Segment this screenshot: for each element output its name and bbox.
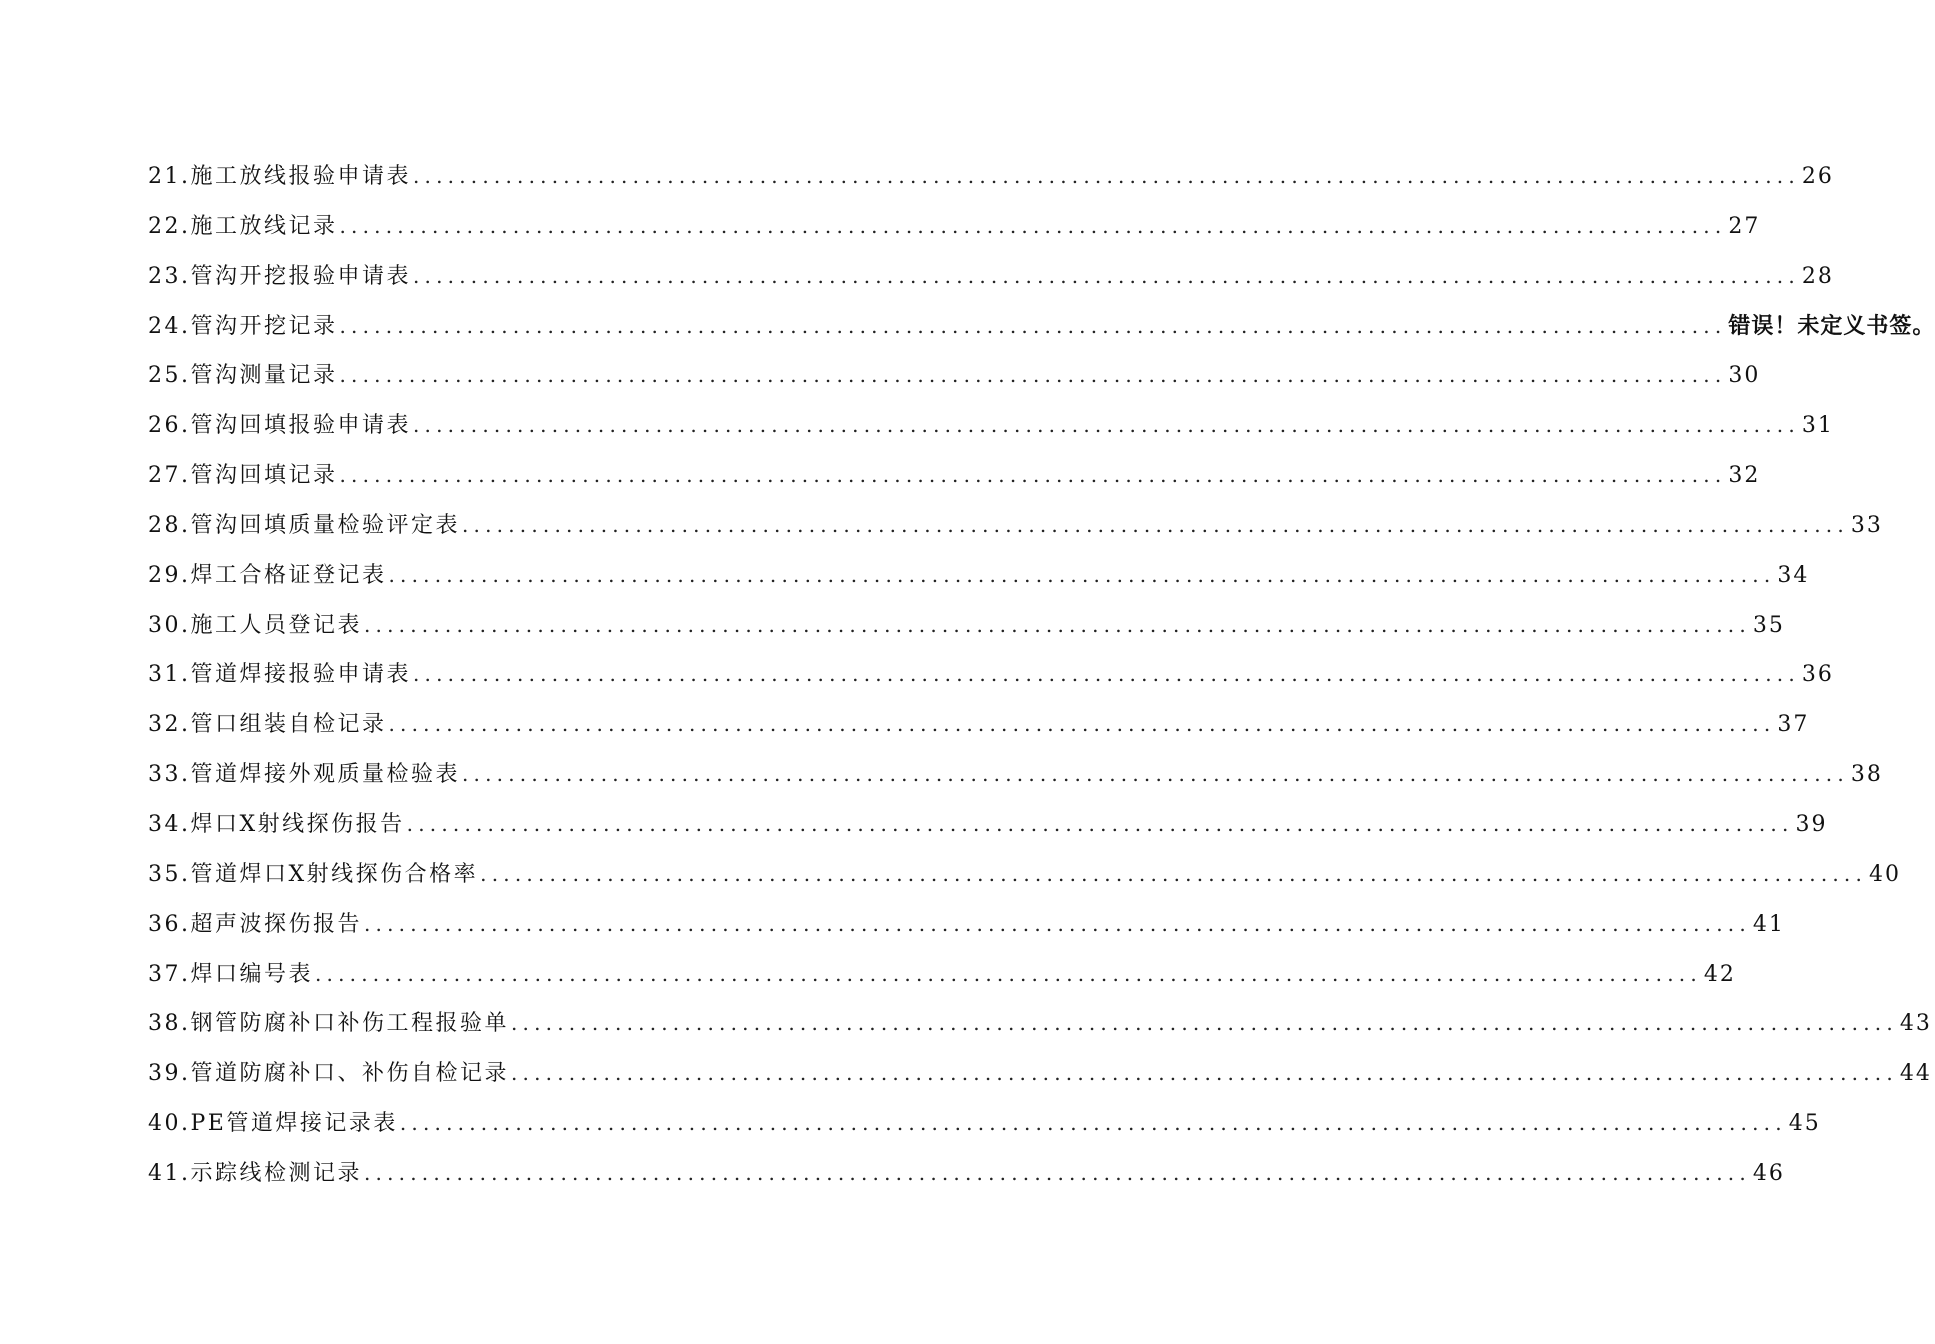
toc-dot-leader: ........................................................................................................................ xyxy=(413,413,1800,438)
toc-dot-leader: ........................................................................................................................ xyxy=(462,762,1849,787)
toc-entry-title: 39.管道防腐补口、补伤自检记录 xyxy=(148,1061,509,1087)
toc-entry-page-number: 28 xyxy=(1801,263,1834,289)
toc-entry[interactable] xyxy=(148,999,1932,1049)
toc-entry[interactable] xyxy=(148,601,1785,651)
toc-dot-leader: ........................................................................................................................ xyxy=(364,911,1751,936)
toc-entry[interactable] xyxy=(148,202,1761,252)
toc-entry-title: 31.管道焊接报验申请表 xyxy=(148,662,411,688)
toc-entry[interactable] xyxy=(148,650,1834,700)
toc-entry-title: 22.施工放线记录 xyxy=(148,213,338,239)
toc-entry-error-text: 错误！未定义书签。 xyxy=(1728,313,1935,339)
toc-entry-page-number: 37 xyxy=(1777,712,1810,738)
toc-entry[interactable] xyxy=(148,700,1810,750)
toc-entry-page-number: 27 xyxy=(1728,213,1761,239)
toc-entry-title: 29.焊工合格证登记表 xyxy=(148,562,387,588)
toc-entry-page-number: 43 xyxy=(1899,1011,1932,1037)
toc-entry-page-number: 38 xyxy=(1850,762,1883,788)
toc-dot-leader: ........................................................................................................................ xyxy=(339,363,1727,388)
toc-entry-title: 23.管沟开挖报验申请表 xyxy=(148,263,411,289)
toc-entry-page-number: 33 xyxy=(1850,512,1883,538)
toc-entry[interactable] xyxy=(148,800,1828,850)
toc-entry-page-number: 44 xyxy=(1899,1061,1932,1087)
toc-entry-title: 40.PE管道焊接记录表 xyxy=(148,1111,398,1137)
toc-dot-leader: ........................................................................................................................ xyxy=(388,562,1776,587)
toc-dot-leader: ........................................................................................................................ xyxy=(511,1011,1898,1036)
toc-dot-leader: ........................................................................................................................ xyxy=(413,662,1800,687)
toc-entry[interactable] xyxy=(148,950,1736,1000)
toc-entry-title: 27.管沟回填记录 xyxy=(148,463,338,489)
toc-entry-title: 26.管沟回填报验申请表 xyxy=(148,413,411,439)
toc-dot-leader: ........................................................................................................................ xyxy=(480,861,1868,886)
toc-dot-leader: ........................................................................................................................ xyxy=(339,313,1727,338)
toc-entry[interactable] xyxy=(148,551,1810,601)
toc-entry[interactable] xyxy=(148,252,1834,302)
toc-entry[interactable] xyxy=(148,750,1883,800)
toc-entry-title: 24.管沟开挖记录 xyxy=(148,313,338,339)
toc-entry-page-number: 45 xyxy=(1788,1111,1821,1137)
toc-dot-leader: ........................................................................................................................ xyxy=(399,1111,1787,1136)
toc-entry-page-number: 35 xyxy=(1752,612,1785,638)
toc-entry[interactable] xyxy=(148,1149,1785,1199)
toc-entry-title: 35.管道焊口X射线探伤合格率 xyxy=(148,861,479,887)
toc-entry-title: 28.管沟回填质量检验评定表 xyxy=(148,512,460,538)
toc-entry[interactable] xyxy=(148,302,1935,352)
toc-entry[interactable] xyxy=(148,401,1834,451)
toc-entry-title: 32.管口组装自检记录 xyxy=(148,712,387,738)
toc-entry-page-number: 40 xyxy=(1869,861,1902,887)
toc-entry-page-number: 42 xyxy=(1703,961,1736,987)
toc-dot-leader: ........................................................................................................................ xyxy=(406,811,1794,836)
toc-entry-page-number: 31 xyxy=(1801,413,1834,439)
toc-dot-leader: ........................................................................................................................ xyxy=(388,712,1776,737)
toc-entry-title: 36.超声波探伤报告 xyxy=(148,911,362,937)
toc-entry[interactable] xyxy=(148,501,1883,551)
toc-entry-title: 34.焊口X射线探伤报告 xyxy=(148,811,405,837)
toc-entry-title: 33.管道焊接外观质量检验表 xyxy=(148,762,460,788)
toc-entry[interactable] xyxy=(148,451,1761,501)
toc-entry-page-number: 30 xyxy=(1728,363,1761,389)
toc-entry-title: 21.施工放线报验申请表 xyxy=(148,164,411,189)
toc-dot-leader: ........................................................................................................................ xyxy=(339,463,1727,488)
toc-entry-page-number: 41 xyxy=(1752,911,1785,937)
toc-entry-title: 30.施工人员登记表 xyxy=(148,612,362,638)
toc-dot-leader: ........................................................................................................................ xyxy=(364,612,1751,637)
toc-entry[interactable] xyxy=(148,1099,1821,1149)
toc-dot-leader: ........................................................................................................................ xyxy=(413,263,1800,288)
toc-entry-page-number: 26 xyxy=(1801,164,1834,189)
table-of-contents xyxy=(148,152,1935,1199)
toc-entry-title: 38.钢管防腐补口补伤工程报验单 xyxy=(148,1011,509,1037)
toc-entry-page-number: 34 xyxy=(1777,562,1810,588)
toc-entry-title: 37.焊口编号表 xyxy=(148,961,313,987)
toc-entry[interactable] xyxy=(148,850,1902,900)
toc-dot-leader: ........................................................................................................................ xyxy=(339,213,1727,238)
toc-entry[interactable] xyxy=(148,351,1761,401)
toc-entry-page-number: 46 xyxy=(1752,1160,1785,1186)
toc-entry[interactable] xyxy=(148,152,1834,202)
toc-dot-leader: ........................................................................................................................ xyxy=(511,1061,1898,1086)
toc-entry-page-number: 39 xyxy=(1795,811,1828,837)
toc-dot-leader: ........................................................................................................................ xyxy=(462,512,1849,537)
toc-dot-leader: ........................................................................................................................ xyxy=(413,164,1800,188)
toc-entry[interactable] xyxy=(148,1049,1932,1099)
toc-entry-title: 25.管沟测量记录 xyxy=(148,363,338,389)
toc-entry-page-number: 36 xyxy=(1801,662,1834,688)
toc-entry-page-number: 32 xyxy=(1728,463,1761,489)
toc-dot-leader: ........................................................................................................................ xyxy=(364,1160,1751,1185)
toc-entry-title: 41.示踪线检测记录 xyxy=(148,1160,362,1186)
toc-dot-leader: ........................................................................................................................ xyxy=(315,961,1702,986)
toc-entry[interactable] xyxy=(148,900,1785,950)
